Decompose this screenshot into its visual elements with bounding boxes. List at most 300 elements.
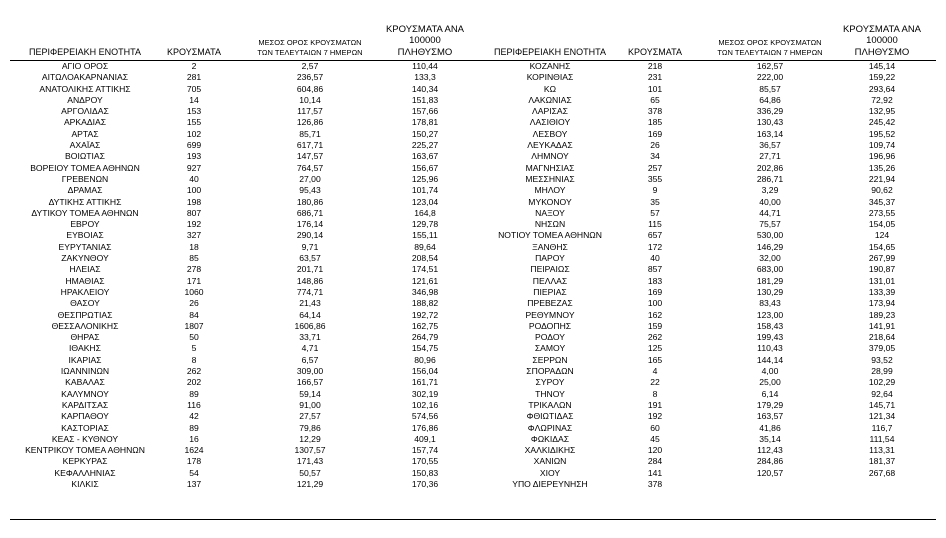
right-region-cell: ΤΗΝΟΥ [535, 388, 565, 399]
left-per-100k-cell: 162,75 [411, 320, 439, 331]
right-cases-cell: 35 [650, 196, 660, 207]
right-avg-7day-cell: 286,71 [756, 173, 784, 184]
left-avg-7day-cell: 117,57 [297, 106, 323, 117]
right-avg-7day-cell: 130,43 [756, 117, 784, 128]
right-cases-cell: 169 [647, 286, 663, 297]
table-row [10, 163, 936, 174]
left-avg-7day-cell: 85,71 [299, 128, 321, 139]
left-cases-cell: 89 [189, 422, 199, 433]
right-cases-cell: 192 [647, 411, 663, 422]
right-region-cell: ΠΕΙΡΑΙΩΣ [530, 264, 570, 275]
left-avg-7day-cell: 236,57 [296, 72, 324, 83]
left-cases-cell: 2 [191, 61, 197, 71]
left-cases-cell: 262 [186, 366, 202, 377]
right-avg-7day-cell: 75,57 [759, 219, 781, 230]
right-region-cell: ΝΑΞΟΥ [535, 207, 565, 218]
right-region-cell: ΝΗΣΩΝ [534, 219, 566, 230]
right-avg-7day-cell: 85,57 [759, 83, 781, 94]
right-cases-cell: 218 [647, 61, 663, 71]
left-per-100k-cell: 102,16 [411, 399, 439, 410]
left-avg-7day-cell: 309,00 [296, 366, 324, 377]
right-per-100k-cell: 145,14 [868, 61, 896, 71]
right-avg-7day-cell: 4,00 [761, 366, 779, 377]
right-per-100k-cell: 92,64 [871, 388, 893, 399]
left-cases-cell: 699 [186, 140, 202, 151]
left-region-cell: ΒΟΡΕΙΟΥ ΤΟΜΕΑ ΑΘΗΝΩΝ [30, 162, 140, 173]
right-region-cell: ΠΑΡΟΥ [535, 253, 565, 264]
table-row [10, 151, 936, 162]
right-region-cell: ΠΕΛΛΑΣ [532, 275, 568, 286]
left-cases-cell: 202 [186, 377, 202, 388]
left-cases-cell: 102 [186, 128, 202, 139]
right-region-cell: ΣΑΜΟΥ [534, 343, 566, 354]
left-region-cell: ΖΑΚΥΝΘΟΥ [61, 253, 109, 264]
left-per-100k-cell: 140,34 [411, 83, 439, 94]
table-row [10, 355, 936, 366]
left-region-cell: ΙΘΑΚΗΣ [69, 343, 101, 354]
right-cases-cell: 65 [650, 94, 660, 105]
table-row [10, 332, 936, 343]
right-avg-7day-cell: 163,14 [756, 128, 784, 139]
header-per-line2: ΠΛΗΘΥΣΜΟ [397, 46, 453, 58]
right-per-100k-cell: 109,74 [868, 140, 896, 151]
left-cases-cell: 84 [189, 309, 199, 320]
left-per-100k-cell: 157,66 [411, 106, 439, 117]
right-cases-cell: 100 [647, 298, 663, 309]
left-region-cell: ΒΟΙΩΤΙΑΣ [65, 151, 105, 162]
left-cases-cell: 192 [186, 219, 202, 230]
left-per-100k-cell: 110,44 [412, 61, 438, 71]
header-cases-right: ΚΡΟΥΣΜΑΤΑ [628, 47, 682, 57]
left-avg-7day-cell: 33,71 [299, 332, 321, 343]
left-region-cell: ΑΡΚΑΔΙΑΣ [63, 117, 107, 128]
left-per-100k-cell: 163,67 [411, 151, 439, 162]
right-cases-cell: 8 [652, 388, 658, 399]
right-cases-cell: 165 [647, 354, 663, 365]
table-row [10, 219, 936, 230]
left-region-cell: ΚΑΛΥΜΝΟΥ [61, 388, 109, 399]
right-region-cell: ΣΠΟΡΑΔΩΝ [526, 366, 574, 377]
left-region-cell: ΑΡΤΑΣ [71, 128, 99, 139]
right-cases-cell: 26 [650, 140, 660, 151]
left-region-cell: ΑΝΑΤΟΛΙΚΗΣ ΑΤΤΙΚΗΣ [39, 83, 131, 94]
right-per-100k-cell: 72,92 [871, 94, 893, 105]
left-cases-cell: 26 [189, 298, 199, 309]
right-cases-cell: 169 [647, 128, 663, 139]
header-per-line1: ΚΡΟΥΣΜΑΤΑ ΑΝΑ 100000 [842, 23, 922, 46]
right-region-cell: ΣΥΡΟΥ [535, 377, 565, 388]
right-per-100k-cell: 293,64 [868, 83, 896, 94]
table-row [10, 140, 936, 151]
left-region-cell: ΑΧΑΪΑΣ [69, 140, 101, 151]
right-cases-cell: 284 [647, 456, 663, 467]
right-avg-7day-cell: 284,86 [756, 456, 784, 467]
table-row [10, 95, 936, 106]
right-avg-7day-cell: 6,14 [761, 388, 779, 399]
right-per-100k-cell: 273,55 [868, 207, 896, 218]
left-region-cell: ΕΒΡΟΥ [70, 219, 100, 230]
left-cases-cell: 1624 [184, 445, 204, 456]
table-row [10, 276, 936, 287]
left-per-100k-cell: 156,04 [411, 366, 439, 377]
left-avg-7day-cell: 290,14 [296, 230, 324, 241]
right-region-cell: ΛΗΜΝΟΥ [531, 151, 569, 162]
left-avg-7day-cell: 1307,57 [294, 445, 326, 456]
left-per-100k-cell: 150,27 [411, 128, 439, 139]
left-cases-cell: 8 [191, 354, 197, 365]
left-per-100k-cell: 121,61 [411, 275, 439, 286]
left-region-cell: ΔΥΤΙΚΟΥ ΤΟΜΕΑ ΑΘΗΝΩΝ [31, 207, 139, 218]
right-region-cell: ΜΗΛΟΥ [534, 185, 566, 196]
right-cases-cell: 185 [647, 117, 663, 128]
left-per-100k-cell: 123,04 [411, 196, 439, 207]
left-region-cell: ΗΡΑΚΛΕΙΟΥ [60, 286, 110, 297]
right-per-100k-cell: 116,7 [871, 422, 893, 433]
header-per100k-left [370, 24, 480, 59]
right-region-cell: ΧΑΝΙΩΝ [533, 456, 567, 467]
left-avg-7day-cell: 180,86 [296, 196, 324, 207]
right-avg-7day-cell: 112,43 [757, 445, 783, 456]
right-avg-7day-cell: 40,00 [759, 196, 781, 207]
right-region-cell: ΛΑΡΙΣΑΣ [532, 106, 568, 117]
left-per-100k-cell: 225,27 [411, 140, 439, 151]
left-region-cell: ΕΥΡΥΤΑΝΙΑΣ [58, 241, 112, 252]
table-row [10, 434, 936, 445]
right-avg-7day-cell: 41,86 [759, 422, 781, 433]
left-region-cell: ΑΝΔΡΟΥ [67, 94, 103, 105]
right-cases-cell: 9 [652, 185, 658, 196]
left-per-100k-cell: 574,56 [411, 411, 439, 422]
left-avg-7day-cell: 171,43 [296, 456, 324, 467]
left-cases-cell: 1060 [184, 286, 204, 297]
left-cases-cell: 1807 [184, 320, 204, 331]
left-avg-7day-cell: 686,71 [296, 207, 324, 218]
left-per-100k-cell: 346,98 [411, 286, 439, 297]
right-cases-cell: 257 [647, 162, 663, 173]
right-region-cell: ΚΟΡΙΝΘΙΑΣ [526, 72, 574, 83]
table-row [10, 61, 936, 72]
right-region-cell: ΡΟΔΟΥ [535, 332, 565, 343]
left-avg-7day-cell: 50,57 [299, 467, 321, 478]
right-per-100k-cell: 196,96 [868, 151, 896, 162]
left-per-100k-cell: 101,74 [411, 185, 439, 196]
right-avg-7day-cell: 32,00 [759, 253, 781, 264]
left-region-cell: ΚΕΝΤΡΙΚΟΥ ΤΟΜΕΑ ΑΘΗΝΩΝ [25, 445, 145, 456]
right-avg-7day-cell: 3,29 [761, 185, 779, 196]
right-cases-cell: 183 [647, 275, 663, 286]
left-per-100k-cell: 176,86 [411, 422, 439, 433]
right-cases-cell: 141 [647, 467, 663, 478]
left-region-cell: ΚΕΑΣ - ΚΥΘΝΟΥ [51, 433, 119, 444]
left-region-cell: ΚΑΡΠΑΘΟΥ [61, 411, 109, 422]
table-row [10, 197, 936, 208]
right-per-100k-cell: 93,52 [871, 354, 893, 365]
left-cases-cell: 100 [186, 185, 202, 196]
right-region-cell: ΧΑΛΚΙΔΙΚΗΣ [524, 445, 576, 456]
left-avg-7day-cell: 95,43 [299, 185, 321, 196]
right-per-100k-cell: 124 [874, 230, 890, 241]
left-region-cell: ΗΜΑΘΙΑΣ [65, 275, 105, 286]
left-avg-7day-cell: 27,57 [299, 411, 321, 422]
right-avg-7day-cell: 163,57 [756, 411, 784, 422]
left-cases-cell: 281 [186, 72, 202, 83]
left-avg-7day-cell: 147,57 [296, 151, 324, 162]
right-per-100k-cell: 102,29 [868, 377, 896, 388]
table-row [10, 185, 936, 196]
right-cases-cell: 857 [647, 264, 663, 275]
right-cases-cell: 191 [647, 399, 663, 410]
left-avg-7day-cell: 10,14 [299, 94, 321, 105]
right-per-100k-cell: 221,94 [868, 173, 896, 184]
left-region-cell: ΑΓΙΟ ΟΡΟΣ [61, 61, 109, 71]
left-per-100k-cell: 174,51 [411, 264, 439, 275]
right-cases-cell: 22 [650, 377, 660, 388]
table-row [10, 230, 936, 241]
left-cases-cell: 278 [186, 264, 202, 275]
right-cases-cell: 378 [647, 106, 663, 117]
table-row [10, 400, 936, 411]
right-avg-7day-cell: 222,00 [756, 72, 784, 83]
right-cases-cell: 162 [647, 309, 663, 320]
right-cases-cell: 4 [652, 366, 658, 377]
table-row [10, 343, 936, 354]
right-per-100k-cell: 135,26 [868, 162, 896, 173]
header-avg-line1: ΜΕΣΟΣ ΟΡΟΣ ΚΡΟΥΣΜΑΤΩΝ [718, 38, 822, 47]
right-region-cell: ΧΙΟΥ [539, 467, 561, 478]
right-region-cell: ΦΩΚΙΔΑΣ [530, 433, 570, 444]
right-region-cell: ΛΑΚΩΝΙΑΣ [528, 94, 572, 105]
left-cases-cell: 193 [186, 151, 202, 162]
right-per-100k-cell: 181,37 [868, 456, 896, 467]
table-row [10, 287, 936, 298]
left-region-cell: ΔΥΤΙΚΗΣ ΑΤΤΙΚΗΣ [48, 196, 122, 207]
right-region-cell: ΛΕΣΒΟΥ [532, 128, 568, 139]
right-per-100k-cell: 28,99 [871, 366, 893, 377]
right-cases-cell: 101 [647, 83, 663, 94]
left-cases-cell: 89 [189, 388, 199, 399]
left-cases-cell: 927 [186, 162, 202, 173]
right-per-100k-cell: 154,65 [868, 241, 896, 252]
left-avg-7day-cell: 12,29 [299, 433, 321, 444]
left-per-100k-cell: 133,3 [414, 72, 436, 83]
left-cases-cell: 85 [189, 253, 199, 264]
header-avg-line2: ΤΩΝ ΤΕΛΕΥΤΑΙΩΝ 7 ΗΜΕΡΩΝ [717, 48, 823, 57]
right-avg-7day-cell: 199,43 [756, 332, 784, 343]
left-cases-cell: 54 [189, 467, 199, 478]
table-bottom-rule [10, 519, 936, 520]
table-row [10, 84, 936, 95]
left-avg-7day-cell: 6,57 [301, 354, 319, 365]
right-avg-7day-cell: 158,43 [756, 320, 784, 331]
left-per-100k-cell: 170,36 [411, 478, 439, 489]
left-cases-cell: 705 [186, 83, 202, 94]
right-avg-7day-cell: 27,71 [759, 151, 781, 162]
left-cases-cell: 14 [189, 94, 199, 105]
left-avg-7day-cell: 617,71 [296, 140, 324, 151]
left-per-100k-cell: 302,19 [411, 388, 439, 399]
header-avg-line2: ΤΩΝ ΤΕΛΕΥΤΑΙΩΝ 7 ΗΜΕΡΩΝ [257, 48, 363, 57]
right-per-100k-cell: 90,62 [871, 185, 893, 196]
right-region-cell: ΡΕΘΥΜΝΟΥ [525, 309, 575, 320]
right-cases-cell: 34 [650, 151, 660, 162]
table-row [10, 117, 936, 128]
left-per-100k-cell: 192,72 [411, 309, 439, 320]
right-region-cell: ΠΙΕΡΙΑΣ [533, 286, 567, 297]
right-cases-cell: 40 [650, 253, 660, 264]
left-region-cell: ΓΡΕΒΕΝΩΝ [61, 173, 109, 184]
left-avg-7day-cell: 91,00 [299, 399, 321, 410]
left-per-100k-cell: 188,82 [411, 298, 439, 309]
right-avg-7day-cell: 162,57 [756, 61, 784, 71]
right-avg-7day-cell: 64,86 [759, 94, 781, 105]
table-row [10, 242, 936, 253]
left-avg-7day-cell: 201,71 [296, 264, 324, 275]
right-per-100k-cell: 111,54 [869, 433, 895, 444]
left-cases-cell: 137 [186, 478, 202, 489]
left-cases-cell: 178 [186, 456, 202, 467]
header-per-line1: ΚΡΟΥΣΜΑΤΑ ΑΝΑ 100000 [385, 23, 465, 46]
table-header [10, 23, 936, 60]
left-avg-7day-cell: 9,71 [301, 241, 319, 252]
right-avg-7day-cell: 110,43 [757, 343, 783, 354]
left-region-cell: ΚΙΛΚΙΣ [71, 478, 99, 489]
left-cases-cell: 40 [189, 173, 199, 184]
table-row [10, 321, 936, 332]
right-cases-cell: 125 [647, 343, 663, 354]
right-per-100k-cell: 245,42 [868, 117, 896, 128]
right-avg-7day-cell: 683,00 [756, 264, 784, 275]
left-cases-cell: 155 [186, 117, 202, 128]
table-row [10, 423, 936, 434]
left-avg-7day-cell: 121,29 [296, 478, 324, 489]
left-region-cell: ΘΕΣΣΑΛΟΝΙΚΗΣ [51, 320, 119, 331]
left-avg-7day-cell: 63,57 [299, 253, 321, 264]
right-avg-7day-cell: 83,43 [759, 298, 781, 309]
right-avg-7day-cell: 35,14 [759, 433, 781, 444]
table-row [10, 377, 936, 388]
right-region-cell: ΚΩ [543, 83, 557, 94]
right-avg-7day-cell: 123,00 [756, 309, 784, 320]
table-row [10, 72, 936, 83]
right-cases-cell: 172 [647, 241, 663, 252]
right-avg-7day-cell: 144,14 [756, 354, 784, 365]
right-region-cell: ΜΕΣΣΗΝΙΑΣ [525, 173, 575, 184]
right-cases-cell: 45 [650, 433, 660, 444]
right-avg-7day-cell: 130,29 [756, 286, 784, 297]
left-region-cell: ΚΕΦΑΛΛΗΝΙΑΣ [54, 467, 116, 478]
left-per-100k-cell: 89,64 [414, 241, 436, 252]
header-per-line2: ΠΛΗΘΥΣΜΟ [854, 46, 910, 58]
table-row [10, 366, 936, 377]
table-row [10, 445, 936, 456]
table-row [10, 253, 936, 264]
left-avg-7day-cell: 79,86 [299, 422, 321, 433]
right-region-cell: ΥΠΟ ΔΙΕΡΕΥΝΗΣΗ [512, 478, 588, 489]
right-per-100k-cell: 189,23 [868, 309, 896, 320]
right-per-100k-cell: 379,05 [868, 343, 896, 354]
right-region-cell: ΞΑΝΘΗΣ [532, 241, 568, 252]
left-region-cell: ΚΑΒΑΛΑΣ [65, 377, 105, 388]
left-per-100k-cell: 264,79 [411, 332, 439, 343]
left-cases-cell: 327 [186, 230, 202, 241]
right-region-cell: ΜΑΓΝΗΣΙΑΣ [525, 162, 575, 173]
right-per-100k-cell: 267,99 [868, 253, 896, 264]
right-per-100k-cell: 113,31 [869, 445, 895, 456]
right-region-cell: ΦΛΩΡΙΝΑΣ [527, 422, 573, 433]
left-per-100k-cell: 155,11 [412, 230, 438, 241]
left-per-100k-cell: 170,55 [411, 456, 439, 467]
left-avg-7day-cell: 64,14 [299, 309, 321, 320]
right-per-100k-cell: 133,39 [868, 286, 896, 297]
left-avg-7day-cell: 148,86 [296, 275, 324, 286]
left-per-100k-cell: 409,1 [414, 433, 436, 444]
left-per-100k-cell: 154,75 [411, 343, 439, 354]
right-cases-cell: 231 [647, 72, 663, 83]
left-per-100k-cell: 157,74 [411, 445, 439, 456]
right-cases-cell: 355 [647, 173, 663, 184]
left-avg-7day-cell: 126,86 [296, 117, 324, 128]
right-per-100k-cell: 345,37 [868, 196, 896, 207]
left-avg-7day-cell: 166,57 [296, 377, 324, 388]
right-per-100k-cell: 267,68 [868, 467, 896, 478]
left-per-100k-cell: 208,54 [411, 253, 439, 264]
left-avg-7day-cell: 176,14 [296, 219, 324, 230]
left-region-cell: ΚΑΡΔΙΤΣΑΣ [61, 399, 109, 410]
right-cases-cell: 57 [650, 207, 660, 218]
right-region-cell: ΛΑΣΙΘΙΟΥ [529, 117, 571, 128]
right-cases-cell: 657 [647, 230, 663, 241]
table-row [10, 479, 936, 490]
right-cases-cell: 159 [647, 320, 663, 331]
right-avg-7day-cell: 530,00 [756, 230, 784, 241]
left-region-cell: ΘΗΡΑΣ [70, 332, 100, 343]
right-region-cell: ΣΕΡΡΩΝ [532, 354, 568, 365]
right-avg-7day-cell: 146,29 [756, 241, 784, 252]
right-per-100k-cell: 141,91 [868, 320, 896, 331]
header-avg-line1: ΜΕΣΟΣ ΟΡΟΣ ΚΡΟΥΣΜΑΤΩΝ [258, 38, 362, 47]
cases-table [10, 23, 936, 520]
right-avg-7day-cell: 36,57 [759, 140, 781, 151]
right-per-100k-cell: 154,05 [868, 219, 896, 230]
right-avg-7day-cell: 25,00 [759, 377, 781, 388]
right-per-100k-cell: 145,71 [868, 399, 896, 410]
right-region-cell: ΜΥΚΟΝΟΥ [528, 196, 572, 207]
table-row [10, 264, 936, 275]
left-region-cell: ΑΡΓΟΛΙΔΑΣ [61, 106, 109, 117]
right-avg-7day-cell: 336,29 [756, 106, 784, 117]
table-row [10, 389, 936, 400]
left-per-100k-cell: 129,78 [411, 219, 439, 230]
right-region-cell: ΠΡΕΒΕΖΑΣ [527, 298, 573, 309]
right-per-100k-cell: 121,34 [868, 411, 896, 422]
left-per-100k-cell: 161,71 [411, 377, 439, 388]
left-region-cell: ΘΕΣΠΡΩΤΙΑΣ [57, 309, 113, 320]
table-row [10, 174, 936, 185]
left-per-100k-cell: 178,81 [411, 117, 439, 128]
left-region-cell: ΚΑΣΤΟΡΙΑΣ [61, 422, 109, 433]
header-cases-left: ΚΡΟΥΣΜΑΤΑ [167, 47, 221, 57]
right-per-100k-cell: 218,64 [868, 332, 896, 343]
right-cases-cell: 262 [647, 332, 663, 343]
right-cases-cell: 378 [647, 478, 663, 489]
left-avg-7day-cell: 4,71 [301, 343, 319, 354]
left-per-100k-cell: 151,83 [411, 94, 439, 105]
left-avg-7day-cell: 27,00 [299, 173, 321, 184]
table-row [10, 411, 936, 422]
left-per-100k-cell: 125,96 [411, 173, 439, 184]
left-region-cell: ΔΡΑΜΑΣ [67, 185, 103, 196]
right-region-cell: ΤΡΙΚΑΛΩΝ [528, 399, 572, 410]
